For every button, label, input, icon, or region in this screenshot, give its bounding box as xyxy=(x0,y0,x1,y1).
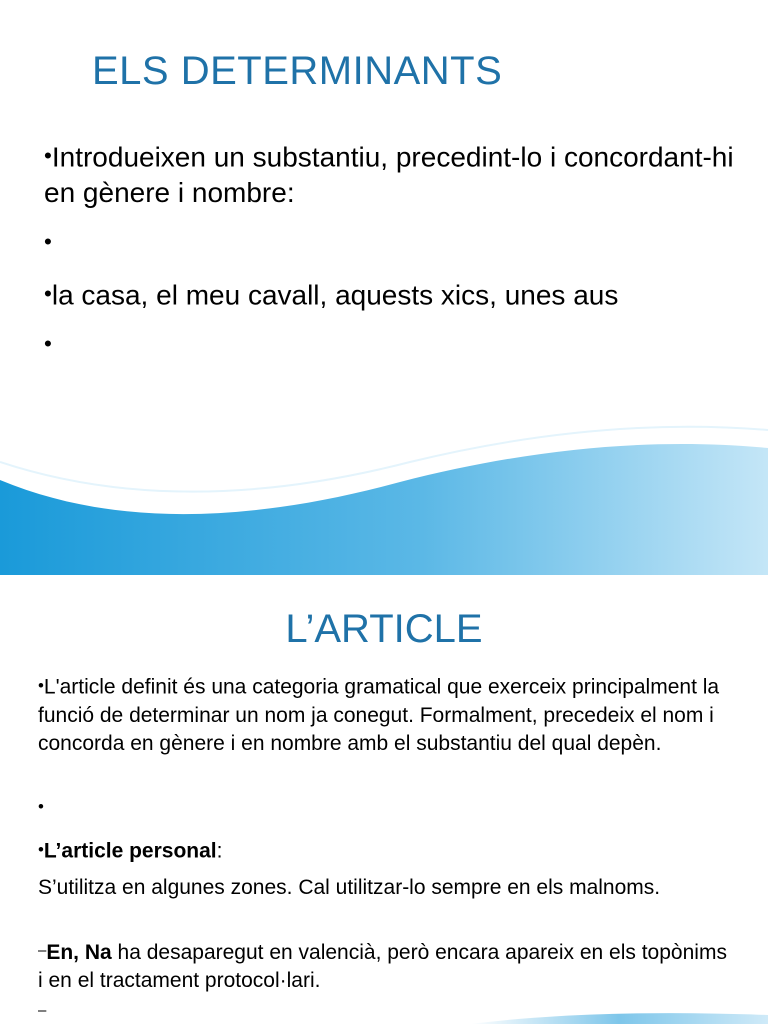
bullet-empty: • xyxy=(38,797,44,816)
slide-title: ELS DETERMINANTS xyxy=(92,49,503,93)
blue-wave-decoration xyxy=(0,575,768,1024)
en-na-item: –En, Na ha desaparegut en valencià, però encara apareix en els topònims i en el tractament protocol·lari. xyxy=(38,940,727,992)
bullet-definite-article: •L'article definit és una categoria gramatical que exerceix principalment la funció de determinar un nom ja conegut. Formalment, precedeix el nom i concorda en gènere i en nombre amb el substantiu del qual depèn. xyxy=(38,675,720,755)
slide-article xyxy=(0,575,768,1024)
slide-title: L’ARTICLE xyxy=(285,607,483,651)
bullet-empty: • xyxy=(44,331,52,356)
bullet-examples: •la casa, el meu cavall, aquests xics, unes aus xyxy=(44,279,619,311)
empty-dash-item: – xyxy=(38,1002,47,1019)
usage-text: S’utilitza en algunes zones. Cal utilitzar-lo sempre en els malnoms. xyxy=(38,876,661,899)
bullet-personal-article: •L’article personal: xyxy=(38,839,223,863)
bullet-empty: • xyxy=(44,229,52,254)
bullet-introduction: •Introdueixen un substantiu, precedint-lo i concordant-hi en gènere i nombre: xyxy=(44,141,734,209)
